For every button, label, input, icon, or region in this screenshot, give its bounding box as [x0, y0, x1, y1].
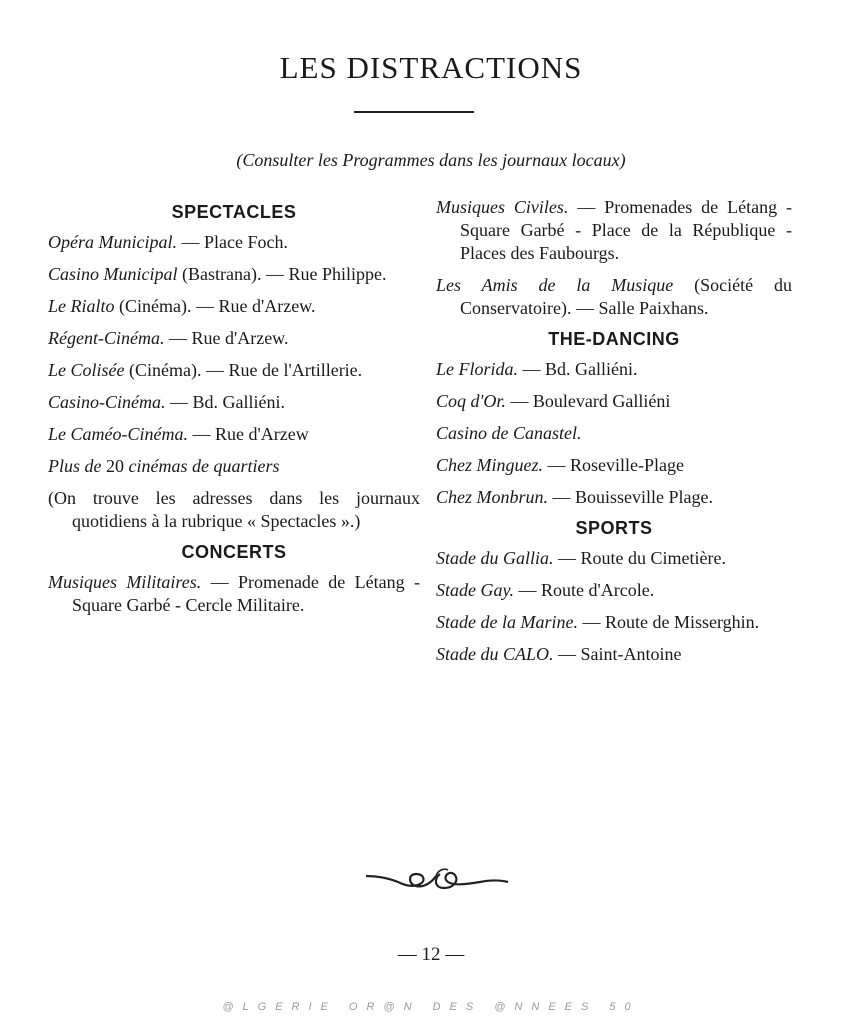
list-item — [436, 547, 792, 570]
right-column — [436, 196, 792, 675]
title-rule — [354, 111, 474, 113]
page-subtitle: (Consulter les Programmes dans les journaux locaux) — [236, 150, 626, 170]
list-item — [48, 295, 420, 318]
entry-detail: — Route de Misserghin. — [577, 612, 760, 632]
entry-detail: — Bd. Galliéni. — [518, 359, 638, 379]
list-item — [436, 579, 792, 602]
list-item — [48, 391, 420, 414]
entry-name: Stade de la Marine. — [436, 612, 578, 632]
entry-detail: — Saint-Antoine — [553, 644, 682, 664]
section-heading-concerts: CONCERTS — [181, 542, 287, 562]
list-item — [48, 359, 420, 382]
entry-detail: — Place Foch. — [176, 232, 288, 252]
section-heading-dancing: THE-DANCING — [548, 329, 680, 349]
entry-name: Chez Monbrun. — [436, 487, 548, 507]
entry-name: Coq d'Or. — [436, 391, 506, 411]
entry-detail: — Promenade de Létang - Square Garbé - Cercle Militaire. — [72, 572, 420, 615]
list-item — [48, 423, 420, 446]
entry-name: Chez Minguez. — [436, 455, 543, 475]
list-item — [48, 231, 420, 254]
section-heading-sports: SPORTS — [575, 518, 653, 538]
list-item — [436, 486, 792, 509]
list-item — [48, 327, 420, 350]
list-item — [436, 390, 792, 413]
spectacles-note: (On trouve les adresses dans les journaux quotidiens à la rubrique « Spectacles ».) — [48, 488, 420, 531]
list-item — [436, 643, 792, 666]
entry-detail: — Promenades de Létang - Square Garbé - Place de la République - Places des Faubourgs. — [460, 197, 792, 263]
entry-detail: (Société du Conservatoire). — Salle Paixhans. — [460, 275, 792, 318]
list-item — [48, 455, 420, 478]
list-item — [436, 358, 792, 381]
section-heading-spectacles: SPECTACLES — [171, 202, 297, 222]
entry-name: Stade du CALO. — [436, 644, 554, 664]
page-number: — 12 — — [397, 944, 465, 965]
list-item — [436, 422, 792, 445]
list-item — [436, 274, 792, 320]
list-item — [48, 263, 420, 286]
entry-name: Stade du Gallia. — [436, 548, 554, 568]
entry-detail: — Roseville-Plage — [543, 455, 684, 475]
entry-name: Les Amis de la Musique — [436, 275, 674, 295]
entry-detail: — Boulevard Galliéni — [505, 391, 671, 411]
entry-detail: — Bd. Galliéni. — [165, 392, 286, 412]
entry-name: Le Florida. — [436, 359, 519, 379]
entry-detail: (Bastrana). — Rue Philippe. — [177, 264, 387, 284]
entry-detail: 20 — [106, 456, 124, 476]
flourish-ornament-icon — [364, 862, 510, 896]
page-title: LES DISTRACTIONS — [279, 50, 583, 85]
entry-name: Musiques Civiles. — [436, 197, 569, 217]
entry-detail: (Cinéma). — Rue d'Arzew. — [114, 296, 316, 316]
entry-name: Opéra Municipal. — [48, 232, 177, 252]
entry-name: Casino-Cinéma. — [48, 392, 166, 412]
left-column — [48, 196, 420, 626]
entry-name: Plus de — [48, 456, 106, 476]
footer-watermark: @LGERIE OR@N DES @NNEES 50 — [222, 1001, 640, 1013]
entry-detail: — Rue d'Arzew. — [164, 328, 289, 348]
list-item — [436, 196, 792, 265]
entry-name: Le Colisée — [48, 360, 125, 380]
entry-name: Stade Gay. — [436, 580, 514, 600]
list-item — [436, 454, 792, 477]
entry-name: Casino de Canastel. — [436, 423, 582, 443]
entry-name-suffix: cinémas de quartiers — [124, 456, 280, 476]
entry-detail: — Route du Cimetière. — [553, 548, 726, 568]
entry-name: Musiques Militaires. — [48, 572, 202, 592]
entry-detail: — Bouisseville Plage. — [548, 487, 713, 507]
list-item — [48, 571, 420, 617]
entry-detail: — Rue d'Arzew — [187, 424, 309, 444]
entry-name: Casino Municipal — [48, 264, 178, 284]
entry-name: Le Caméo-Cinéma. — [48, 424, 188, 444]
entry-detail: — Route d'Arcole. — [514, 580, 655, 600]
entry-name: Le Rialto — [48, 296, 115, 316]
entry-detail: (Cinéma). — Rue de l'Artillerie. — [124, 360, 363, 380]
entry-name: Régent-Cinéma. — [48, 328, 165, 348]
list-item — [436, 611, 792, 634]
